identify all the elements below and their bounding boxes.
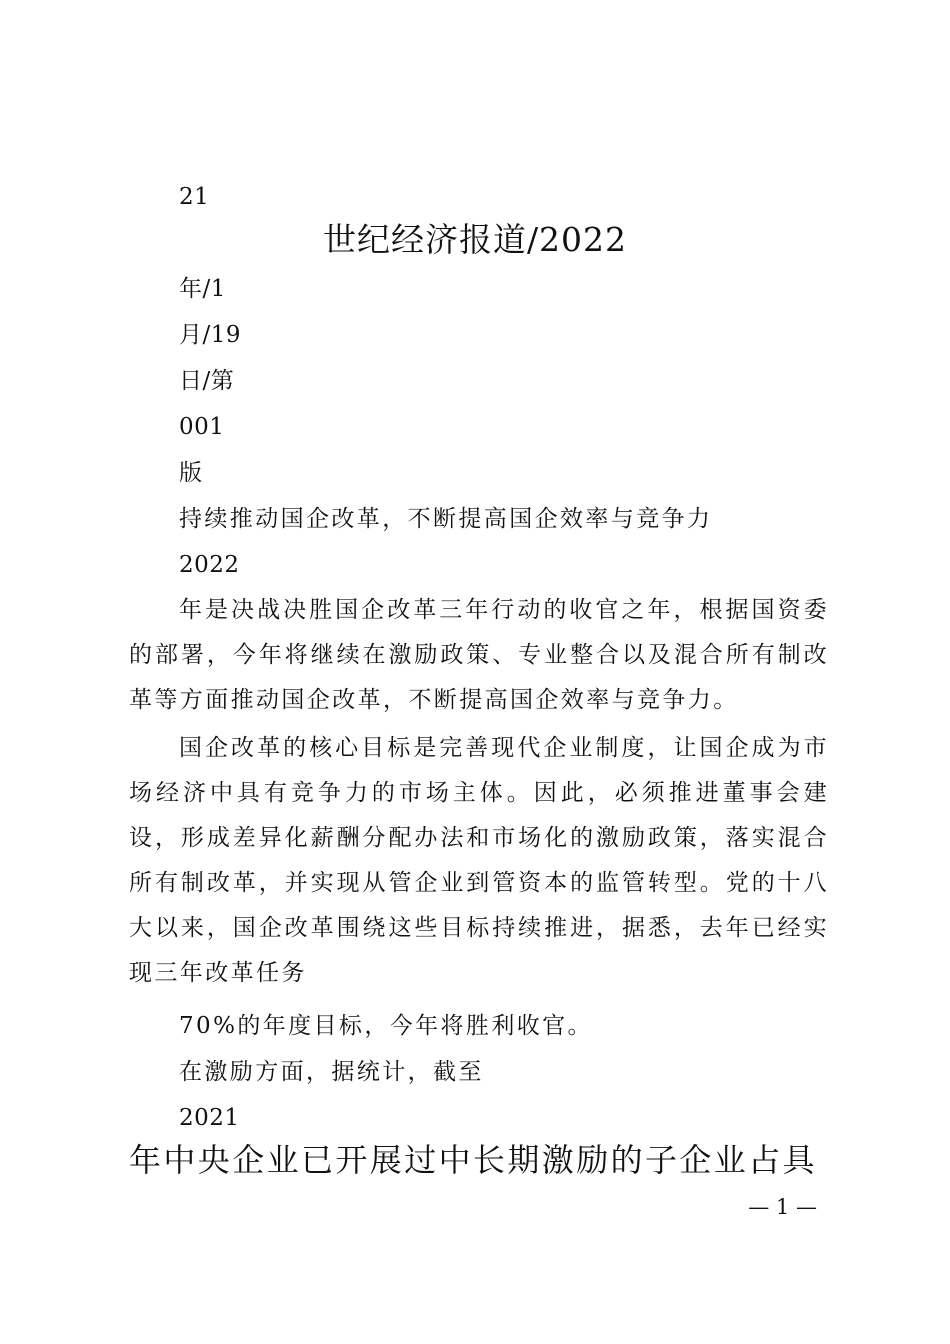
header-line-month: 月/19 — [179, 322, 242, 348]
article-year-2021: 2021 — [179, 1105, 240, 1131]
header-line-21: 21 — [179, 184, 210, 210]
paragraph-incentive: 在激励方面，据统计，截至 — [179, 1059, 484, 1085]
large-text-line: 年中央企业已开展过中长期激励的子企业占具 — [129, 1141, 818, 1179]
article-year-2022: 2022 — [179, 552, 240, 578]
header-line-year: 年/1 — [179, 276, 226, 302]
header-line-issue: 001 — [179, 414, 225, 440]
page-number: — 1 — — [748, 1195, 817, 1219]
header-line-edition: 版 — [179, 460, 203, 486]
paragraph-70-percent: 70%的年度目标，今年将胜利收官。 — [179, 1013, 593, 1039]
paragraph-1: 年是决战决胜国企改革三年行动的收官之年，根据国资委的部署，今年将继续在激励政策、专业整合以及混合所有制改革等方面推动国企改革，不断提高国企效率与竞争力。 — [129, 597, 829, 713]
page-title: 世纪经济报道/2022 — [322, 220, 628, 259]
article-headline: 持续推动国企改革，不断提高国企效率与竞争力 — [179, 506, 713, 532]
header-line-day: 日/第 — [179, 368, 235, 394]
paragraph-2: 国企改革的核心目标是完善现代企业制度，让国企成为市场经济中具有竞争力的市场主体。因此，必须推进董事会建设，形成差异化薪酬分配办法和市场化的激励政策，落实混合所有制改革，并实现从管企业到管资本的监管转型。党的十八大以来，国企改革围绕这些目标持续推进，据悉，去年已经实现三年改革任务 — [129, 735, 829, 986]
